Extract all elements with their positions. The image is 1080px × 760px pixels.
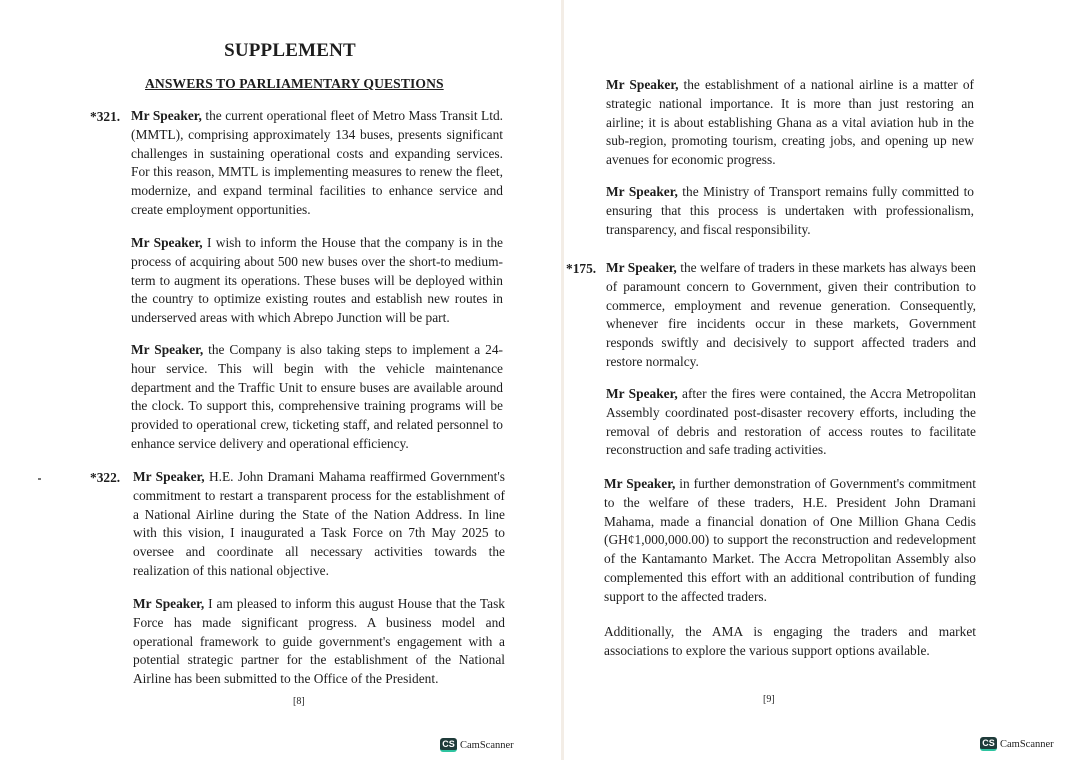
question-number-321: *321.	[90, 109, 121, 124]
watermark-label: CamScanner	[1000, 738, 1054, 750]
camscanner-watermark	[440, 738, 514, 752]
paragraph-text: the Ministry of Transport remains fully committed to ensuring that this process is undertaken with professionalism, transparency, and fiscal responsibility.	[606, 184, 974, 237]
paragraph-lead: Mr Speaker,	[133, 469, 205, 484]
paragraph-text: the welfare of traders in these markets has always been of paramount concern to Government, given their contribution to commerce, employment and revenue generation. Consequently, whenever fire incidents occur in these markets, Government responds swiftly and decisively to support affected traders and restore normalcy.	[606, 260, 976, 369]
question-number-175: *175.	[566, 261, 597, 276]
paragraph-lead: Mr Speaker,	[131, 235, 203, 250]
camscanner-watermark	[980, 737, 1054, 751]
scan-speck	[38, 478, 41, 480]
question-number-322: *322.	[90, 470, 121, 485]
paragraph-text: the establishment of a national airline is a matter of strategic national importance. It is more than just restoring an airline; it is about establishing Ghana as a vital aviation hub in the sub-region, promoting tourism, creating jobs, and opening up new avenues for economic progress.	[606, 77, 974, 168]
answer-322-paragraph-1	[133, 468, 505, 581]
paragraph-lead: Mr Speaker,	[131, 108, 202, 123]
paragraph-text: the current operational fleet of Metro Mass Transit Ltd. (MMTL), comprising approximately 134 buses, presents significant challenges in sustaining operational costs and expanding services. For this reason, MMTL is implementing measures to renew the fleet, modernize, and expand terminal facilities to enhance service and create employment opportunities.	[131, 108, 503, 217]
document-subtitle: ANSWERS TO PARLIAMENTARY QUESTIONS	[145, 76, 444, 91]
answer-321-paragraph-2	[131, 234, 503, 328]
paragraph-text: Additionally, the AMA is engaging the traders and market associations to explore the various support options available.	[604, 624, 976, 658]
watermark-label: CamScanner	[460, 739, 514, 751]
paragraph-lead: Mr Speaker,	[604, 476, 676, 491]
paragraph-text: after the fires were contained, the Accra Metropolitan Assembly coordinated post-disaster recovery efforts, including the removal of debris and restoration of access routes to facilitate reconstruction and safe trading activities.	[606, 386, 976, 458]
paragraph-lead: Mr Speaker,	[606, 77, 679, 92]
answer-321-paragraph-1	[131, 107, 503, 220]
answer-322-paragraph-2	[133, 595, 505, 689]
answer-175-paragraph-4	[604, 623, 976, 661]
paragraph-lead: Mr Speaker,	[606, 260, 677, 275]
answer-175-paragraph-3	[604, 475, 976, 607]
camscanner-logo-icon: CS	[440, 738, 457, 752]
continued-paragraph-1	[606, 76, 974, 170]
paragraph-lead: Mr Speaker,	[131, 342, 204, 357]
paragraph-text: H.E. John Dramani Mahama reaffirmed Government's commitment to restart a transparent process for the establishment of a National Airline during the State of the Nation Address. In line with this vision, I inaugurated a Task Force on 7th May 2025 to oversee and coordinate all necessary activities towards the realization of this national objective.	[133, 469, 505, 578]
answer-175-paragraph-1	[606, 259, 976, 372]
paragraph-lead: Mr Speaker,	[606, 184, 678, 199]
camscanner-logo-icon: CS	[980, 737, 997, 751]
paragraph-lead: Mr Speaker,	[133, 596, 205, 611]
paragraph-lead: Mr Speaker,	[606, 386, 678, 401]
continued-paragraph-2	[606, 183, 974, 239]
paragraph-text: I wish to inform the House that the company is in the process of acquiring about 500 new buses over the short-to medium-term to augment its operations. These buses will be deployed within the country to optimize existing routes and establish new routes in underserved areas with which Abrepo Junction will be part.	[131, 235, 503, 326]
page-number: [9]	[763, 694, 775, 705]
paragraph-text: the Company is also taking steps to implement a 24-hour service. This will begin with the vehicle maintenance department and the Traffic Unit to ensure buses are available around the clock. To support this, comprehensive training programs will be provided to operational crew, ticketing staff, and related personnel to enhance service delivery and operational efficiency.	[131, 342, 503, 451]
page-number: [8]	[293, 696, 305, 707]
answer-321-paragraph-3	[131, 341, 503, 454]
answer-175-paragraph-2	[606, 385, 976, 460]
paragraph-text: I am pleased to inform this august House that the Task Force has made significant progress. A business model and operational framework to guide government's engagement with a potential strategic partner for the establishment of the National Airline has been submitted to the Office of the President.	[133, 596, 505, 687]
paragraph-text: in further demonstration of Government's commitment to the welfare of these traders, H.E. President John Dramani Mahama, made a financial donation of One Million Ghana Cedis (GH¢1,000,000.00) to support the reconstruction and redevelopment of the Kantamanto Market. The Accra Metropolitan Assembly also complemented this effort with an additional contribution of funding support to the affected traders.	[604, 476, 976, 604]
right-page	[562, 0, 1080, 760]
document-title: SUPPLEMENT	[224, 40, 356, 61]
